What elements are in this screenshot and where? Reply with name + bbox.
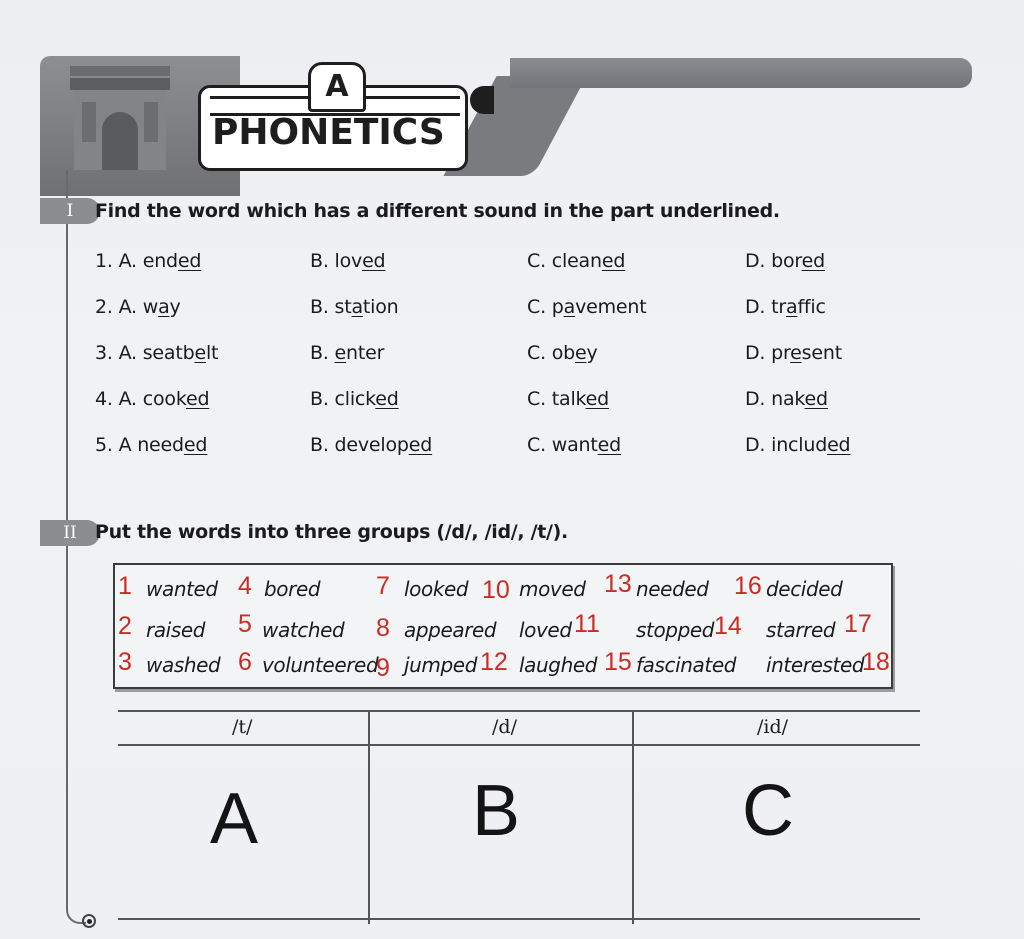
- annotation-number: 9: [376, 654, 390, 682]
- word-item: fascinated: [636, 653, 737, 677]
- annotation-number: 17: [844, 610, 872, 638]
- option-text: B. click: [310, 388, 376, 410]
- handwritten-label-b: B: [472, 771, 521, 851]
- option-text: A need: [118, 434, 184, 456]
- banner-right-bar: [510, 58, 972, 88]
- underlined-part: e: [790, 342, 802, 364]
- arc-de-triomphe-icon: [60, 60, 180, 180]
- word-item: watched: [262, 618, 345, 642]
- annotation-number: 11: [574, 610, 600, 638]
- underlined-part: ed: [585, 388, 610, 410]
- annotation-number: 10: [482, 576, 510, 604]
- gutter-dot-icon: [82, 914, 96, 928]
- question-3-option: [310, 342, 384, 364]
- word-item: starred: [766, 618, 836, 642]
- underlined-part: ed: [804, 388, 828, 410]
- word-item: bored: [264, 577, 321, 601]
- underlined-part: ed: [827, 434, 851, 456]
- question-number: 3.: [95, 342, 113, 364]
- annotation-number: 13: [604, 570, 632, 598]
- section2-instruction: Put the words into three groups (/d/, /id/, /t/).: [95, 521, 568, 543]
- option-text: B.: [310, 342, 335, 364]
- question-1-option: [745, 250, 825, 272]
- underlined-part: e: [334, 342, 347, 364]
- question-2-option: [310, 296, 399, 318]
- option-text: C. talk: [527, 388, 586, 410]
- option-text: C. want: [527, 434, 598, 456]
- question-3-option: [527, 342, 598, 364]
- underlined-part: ed: [183, 434, 208, 456]
- option-text-tail: y: [169, 296, 181, 318]
- word-item: washed: [146, 653, 221, 677]
- word-item: raised: [146, 618, 206, 642]
- table-divider-1: [368, 712, 370, 924]
- table-divider-2: [632, 712, 634, 924]
- underlined-part: a: [563, 296, 576, 318]
- question-5-option: [310, 434, 432, 456]
- section-badge-1: I: [40, 198, 100, 224]
- option-text: D. bor: [745, 250, 802, 272]
- question-2-option: [527, 296, 647, 318]
- question-5-option: [527, 434, 621, 456]
- option-text: A. end: [118, 250, 178, 272]
- option-text: B. develop: [310, 434, 409, 456]
- option-text-tail: nter: [346, 342, 385, 364]
- option-text-tail: sent: [801, 342, 842, 364]
- option-text: C. ob: [527, 342, 576, 364]
- section1-instruction: Find the word which has a different sound in the part underlined.: [95, 200, 780, 222]
- table-header-id: /id/: [757, 716, 789, 738]
- underlined-part: a: [351, 296, 363, 318]
- annotation-number: 6: [238, 648, 252, 676]
- word-item: loved: [519, 618, 572, 642]
- word-item: appeared: [404, 618, 497, 642]
- scroll-end-ornament: [470, 86, 494, 114]
- question-number: 4.: [95, 388, 113, 410]
- option-text: A. cook: [118, 388, 186, 410]
- table-header-t: /t/: [232, 716, 253, 738]
- word-item: needed: [636, 577, 709, 601]
- option-text: D. includ: [745, 434, 828, 456]
- question-number: 1.: [95, 250, 113, 272]
- word-item: jumped: [404, 653, 478, 677]
- option-text-tail: y: [586, 342, 598, 364]
- option-text: C. p: [527, 296, 564, 318]
- option-text-tail: lt: [205, 342, 219, 364]
- underlined-part: a: [785, 296, 798, 318]
- annotation-number: 7: [376, 572, 390, 600]
- option-text: D. tr: [745, 296, 786, 318]
- section-badge-2: II: [40, 520, 100, 546]
- question-4-option: [527, 388, 609, 410]
- question-1-option: [310, 250, 385, 272]
- page-title: PHONETICS: [212, 112, 445, 153]
- underlined-part: ed: [362, 250, 386, 272]
- annotation-number: 18: [862, 648, 890, 676]
- option-text: B. st: [310, 296, 352, 318]
- table-header-rule: [118, 744, 920, 746]
- option-text: B. lov: [310, 250, 363, 272]
- underlined-part: ed: [597, 434, 621, 456]
- question-number: 2.: [95, 296, 113, 318]
- option-text: C. clean: [527, 250, 602, 272]
- question-2-option: [745, 296, 826, 318]
- option-text: D. pr: [745, 342, 791, 364]
- word-item: moved: [519, 577, 586, 601]
- question-2-option: [95, 296, 181, 318]
- underlined-part: a: [158, 296, 170, 318]
- question-4-option: [310, 388, 399, 410]
- option-text-tail: tion: [362, 296, 399, 318]
- underlined-part: ed: [601, 250, 626, 272]
- underlined-part: e: [194, 342, 206, 364]
- option-text-tail: ffic: [797, 296, 826, 318]
- word-item: wanted: [146, 577, 218, 601]
- question-1-option: [95, 250, 201, 272]
- underlined-part: ed: [177, 250, 202, 272]
- annotation-number: 15: [604, 648, 632, 676]
- underlined-part: ed: [801, 250, 825, 272]
- underlined-part: ed: [185, 388, 210, 410]
- annotation-number: 5: [238, 610, 252, 638]
- annotation-number: 3: [118, 648, 132, 676]
- handwritten-label-a: A: [210, 779, 259, 859]
- question-5-option: [95, 434, 207, 456]
- annotation-number: 8: [376, 614, 390, 642]
- question-number: 5.: [95, 434, 113, 456]
- underlined-part: ed: [375, 388, 399, 410]
- word-item: stopped: [636, 618, 715, 642]
- question-1-option: [527, 250, 625, 272]
- option-text: D. nak: [745, 388, 805, 410]
- underlined-part: ed: [408, 434, 433, 456]
- question-4-option: [95, 388, 209, 410]
- table-top-rule: [118, 710, 920, 712]
- question-4-option: [745, 388, 828, 410]
- annotation-number: 16: [734, 572, 762, 600]
- question-5-option: [745, 434, 850, 456]
- word-item: volunteered: [262, 653, 379, 677]
- word-item: looked: [404, 577, 469, 601]
- annotation-number: 14: [714, 612, 742, 640]
- table-bottom-rule: [118, 918, 920, 920]
- option-text-tail: vement: [575, 296, 647, 318]
- option-text: A. seatb: [118, 342, 195, 364]
- table-header-d: /d/: [492, 716, 517, 738]
- question-3-option: [95, 342, 218, 364]
- word-item: interested: [766, 653, 865, 677]
- annotation-number: 1: [118, 572, 132, 600]
- handwritten-label-c: C: [742, 771, 794, 851]
- annotation-number: 2: [118, 612, 132, 640]
- header-banner: [40, 46, 970, 196]
- word-item: decided: [766, 577, 843, 601]
- annotation-number: 12: [480, 648, 508, 676]
- option-text: A. w: [118, 296, 159, 318]
- question-3-option: [745, 342, 842, 364]
- word-item: laughed: [519, 653, 598, 677]
- annotation-number: 4: [238, 572, 252, 600]
- section-letter-tag: A: [308, 62, 366, 112]
- underlined-part: e: [575, 342, 587, 364]
